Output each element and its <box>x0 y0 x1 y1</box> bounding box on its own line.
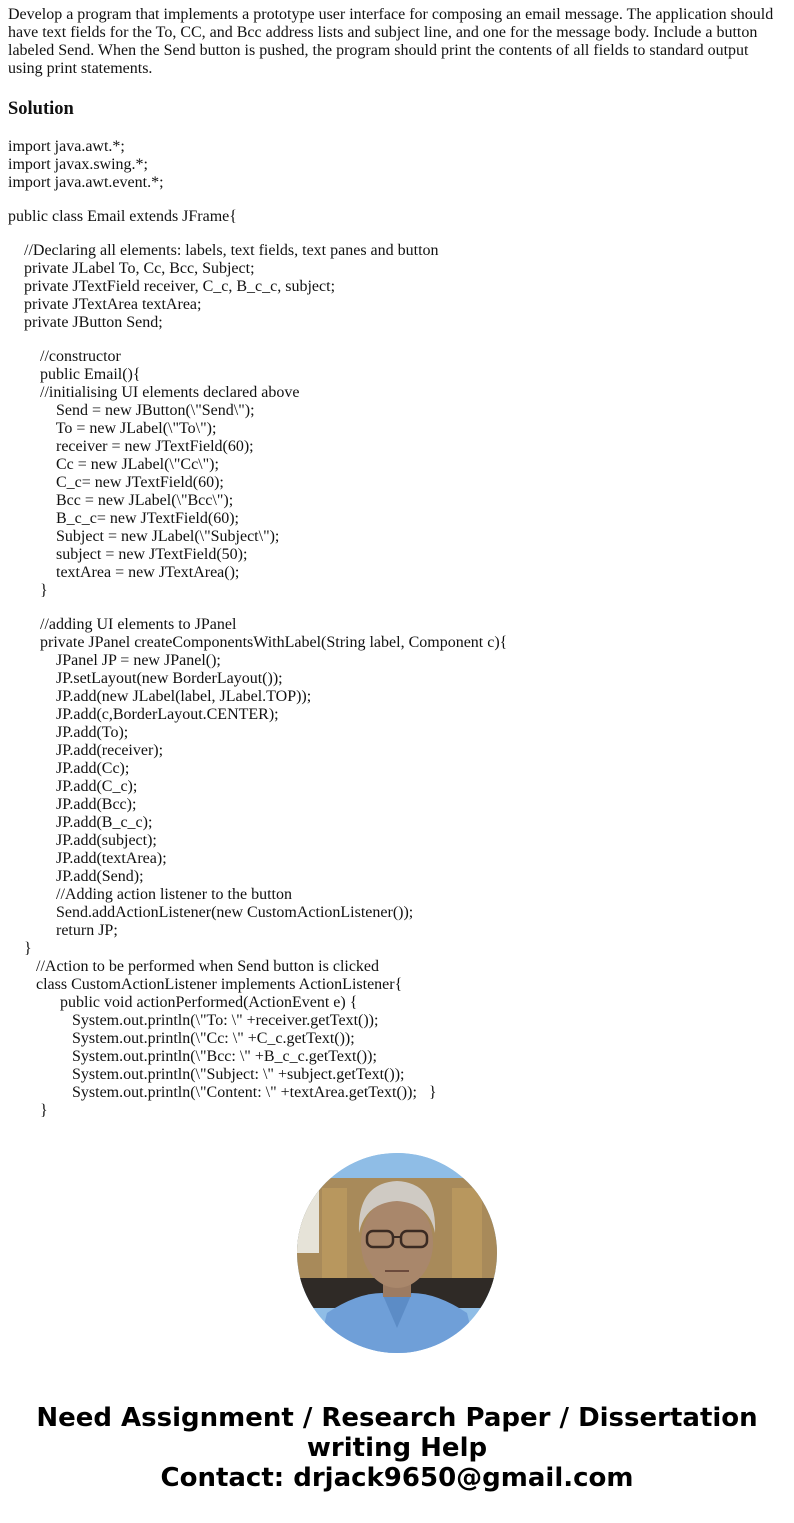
code-line: JP.add(c,BorderLayout.CENTER); <box>8 706 279 723</box>
banner-line-2: writing Help <box>306 1433 488 1463</box>
code-line: System.out.println(\"Cc: \" +C_c.getText()); <box>8 1030 355 1047</box>
code-line: JP.add(Bcc); <box>8 796 137 813</box>
banner-line-1: Need Assignment / Research Paper / Dissertation <box>36 1403 758 1433</box>
code-line: //initialising UI elements declared above <box>8 384 300 401</box>
code-line: private JButton Send; <box>8 314 163 331</box>
code-line: private JPanel createComponentsWithLabel(String label, Component c){ <box>8 634 508 651</box>
code-line: Bcc = new JLabel(\"Bcc\"); <box>8 492 234 509</box>
code-line: public Email(){ <box>8 366 141 383</box>
code-line: Send.addActionListener(new CustomActionListener()); <box>8 904 414 921</box>
code-line: Cc = new JLabel(\"Cc\"); <box>8 456 219 473</box>
code-line: Send = new JButton(\"Send\"); <box>8 402 255 419</box>
code-line: To = new JLabel(\"To\"); <box>8 420 217 437</box>
banner-contact-email: Contact: drjack9650@gmail.com <box>160 1463 634 1493</box>
code-block <box>8 138 788 1123</box>
code-line: JP.add(B_c_c); <box>8 814 153 831</box>
code-line: textArea = new JTextArea(); <box>8 564 240 581</box>
code-line: public void actionPerformed(ActionEvent e) { <box>8 994 358 1011</box>
code-line: //adding UI elements to JPanel <box>8 616 237 633</box>
code-line <box>8 192 788 208</box>
code-line: System.out.println(\"To: \" +receiver.getText()); <box>8 1012 379 1029</box>
solution-heading: Solution <box>8 99 74 119</box>
code-line: System.out.println(\"Content: \" +textArea.getText()); } <box>8 1084 437 1101</box>
code-line: public class Email extends JFrame{ <box>8 208 237 225</box>
code-line: JPanel JP = new JPanel(); <box>8 652 221 669</box>
code-line: } <box>8 582 48 599</box>
code-line: JP.add(textArea); <box>8 850 167 867</box>
code-line: private JLabel To, Cc, Bcc, Subject; <box>8 260 255 277</box>
question-text: Develop a program that implements a prototype user interface for composing an email message. The application should have text fields for the To, CC, and Bcc address lists and subject line, and one for the message body. Include a button labeled Send. When the Send button is pushed, the program should print the contents of all fields to standard output using print statements. <box>8 6 774 77</box>
code-line: return JP; <box>8 922 118 939</box>
code-line: receiver = new JTextField(60); <box>8 438 254 455</box>
code-line <box>8 600 788 616</box>
code-line: JP.add(subject); <box>8 832 157 849</box>
code-line: JP.add(Send); <box>8 868 144 885</box>
code-line: } <box>8 940 32 957</box>
portrait-icon <box>297 1153 497 1353</box>
code-line: C_c= new JTextField(60); <box>8 474 224 491</box>
code-line: JP.add(new JLabel(label, JLabel.TOP)); <box>8 688 312 705</box>
code-line: //Declaring all elements: labels, text fields, text panes and button <box>8 242 439 259</box>
code-line: JP.add(C_c); <box>8 778 138 795</box>
code-line: //constructor <box>8 348 121 365</box>
code-line: import java.awt.*; <box>8 138 125 155</box>
code-line: subject = new JTextField(50); <box>8 546 248 563</box>
code-line: JP.add(To); <box>8 724 129 741</box>
code-line: System.out.println(\"Bcc: \" +B_c_c.getText()); <box>8 1048 377 1065</box>
code-line: JP.setLayout(new BorderLayout()); <box>8 670 283 687</box>
code-line: System.out.println(\"Subject: \" +subject.getText()); <box>8 1066 405 1083</box>
code-line <box>8 332 788 348</box>
code-line: JP.add(receiver); <box>8 742 164 759</box>
author-photo <box>297 1153 497 1353</box>
code-line: class CustomActionListener implements ActionListener{ <box>8 976 403 993</box>
code-line: private JTextField receiver, C_c, B_c_c, subject; <box>8 278 336 295</box>
code-line: import javax.swing.*; <box>8 156 148 173</box>
contact-banner <box>0 1403 794 1493</box>
code-line: //Adding action listener to the button <box>8 886 292 903</box>
code-line: private JTextArea textArea; <box>8 296 202 313</box>
code-line: } <box>8 1102 48 1119</box>
code-line: B_c_c= new JTextField(60); <box>8 510 239 527</box>
code-line <box>8 226 788 242</box>
code-line: //Action to be performed when Send button is clicked <box>8 958 380 975</box>
code-line: Subject = new JLabel(\"Subject\"); <box>8 528 280 545</box>
code-line: import java.awt.event.*; <box>8 174 164 191</box>
code-line: JP.add(Cc); <box>8 760 130 777</box>
